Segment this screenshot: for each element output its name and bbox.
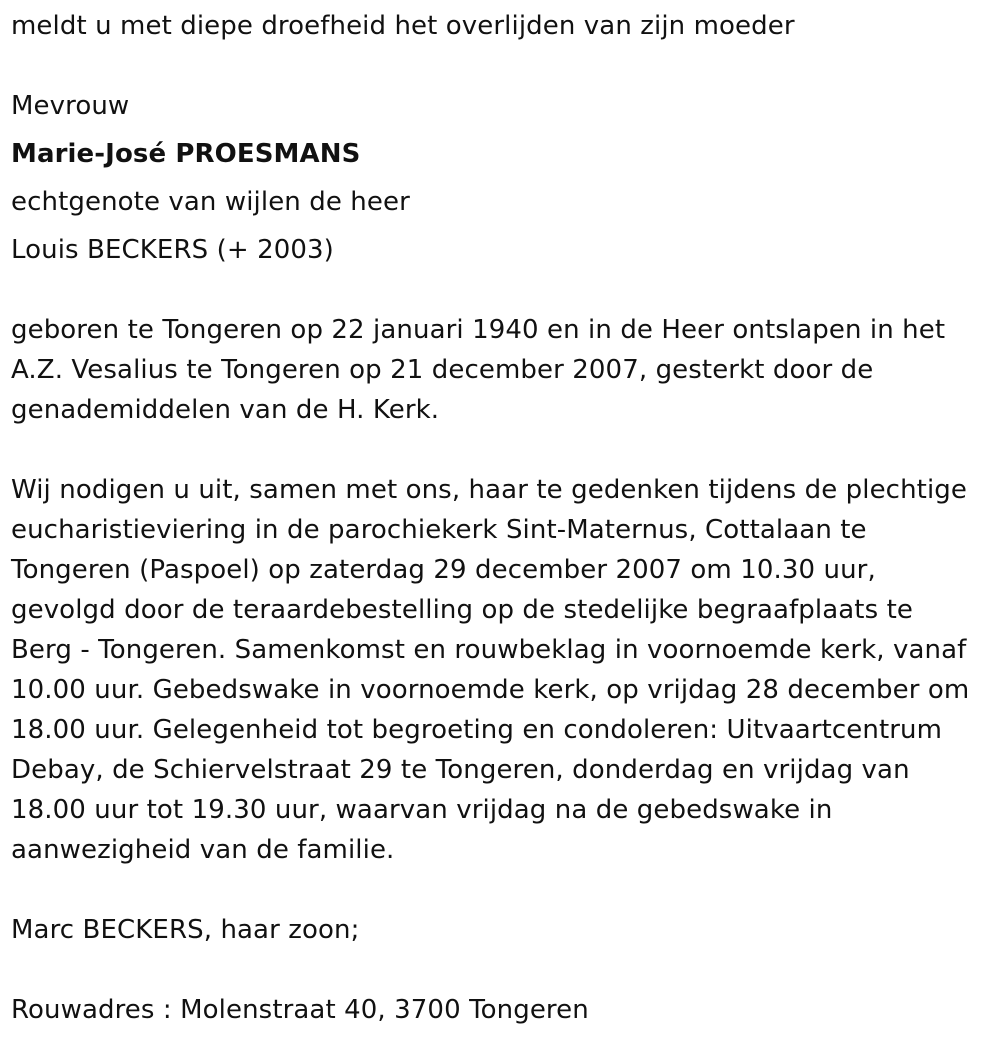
- spacer: [11, 174, 1000, 182]
- paragraph-line: Tongeren (Paspoel) op zaterdag 29 december 2007 om 10.30 uur,: [11, 555, 876, 585]
- deceased-name: Marie-José PROESMANS: [11, 139, 361, 169]
- paragraph-line: Berg - Tongeren. Samenkomst en rouwbeklag in voornoemde kerk, vanaf: [11, 635, 967, 665]
- spacer: [11, 430, 1000, 470]
- paragraph-line: Wij nodigen u uit, samen met ons, haar te gedenken tijdens de plechtige: [11, 475, 967, 505]
- paragraph-line: geboren te Tongeren op 22 januari 1940 en in de Heer ontslapen in het: [11, 315, 946, 345]
- title-prefix: Mevrouw: [11, 91, 130, 121]
- spacer: [11, 950, 1000, 990]
- paragraph-line: genademiddelen van de H. Kerk.: [11, 395, 440, 425]
- spacer: [11, 46, 1000, 86]
- paragraph-line: 18.00 uur. Gelegenheid tot begroeting en condoleren: Uitvaartcentrum: [11, 715, 943, 745]
- spacer: [11, 126, 1000, 134]
- birth-death-paragraph: [11, 310, 1000, 430]
- paragraph-line: A.Z. Vesalius te Tongeren op 21 december 2007, gesterkt door de: [11, 355, 874, 385]
- intro-text: meldt u met diepe droefheid het overlijden van zijn moeder: [11, 11, 795, 41]
- paragraph-line: gevolgd door de teraardebestelling op de stedelijke begraafplaats te: [11, 595, 913, 625]
- invitation-paragraph: [11, 470, 1000, 870]
- spouse-line-2: Louis BECKERS (+ 2003): [11, 235, 334, 265]
- paragraph-line: Debay, de Schiervelstraat 29 te Tongeren, donderdag en vrijdag van: [11, 755, 910, 785]
- paragraph-line: aanwezigheid van de familie.: [11, 835, 395, 865]
- spacer: [11, 222, 1000, 230]
- spouse-line-1: echtgenote van wijlen de heer: [11, 187, 410, 217]
- mourning-address: Rouwadres : Molenstraat 40, 3700 Tongeren: [11, 995, 589, 1025]
- spacer: [11, 870, 1000, 910]
- spacer: [11, 270, 1000, 310]
- paragraph-line: eucharistieviering in de parochiekerk Sint-Maternus, Cottalaan te: [11, 515, 867, 545]
- family-line: Marc BECKERS, haar zoon;: [11, 915, 360, 945]
- paragraph-line: 10.00 uur. Gebedswake in voornoemde kerk, op vrijdag 28 december om: [11, 675, 970, 705]
- paragraph-line: 18.00 uur tot 19.30 uur, waarvan vrijdag na de gebedswake in: [11, 795, 833, 825]
